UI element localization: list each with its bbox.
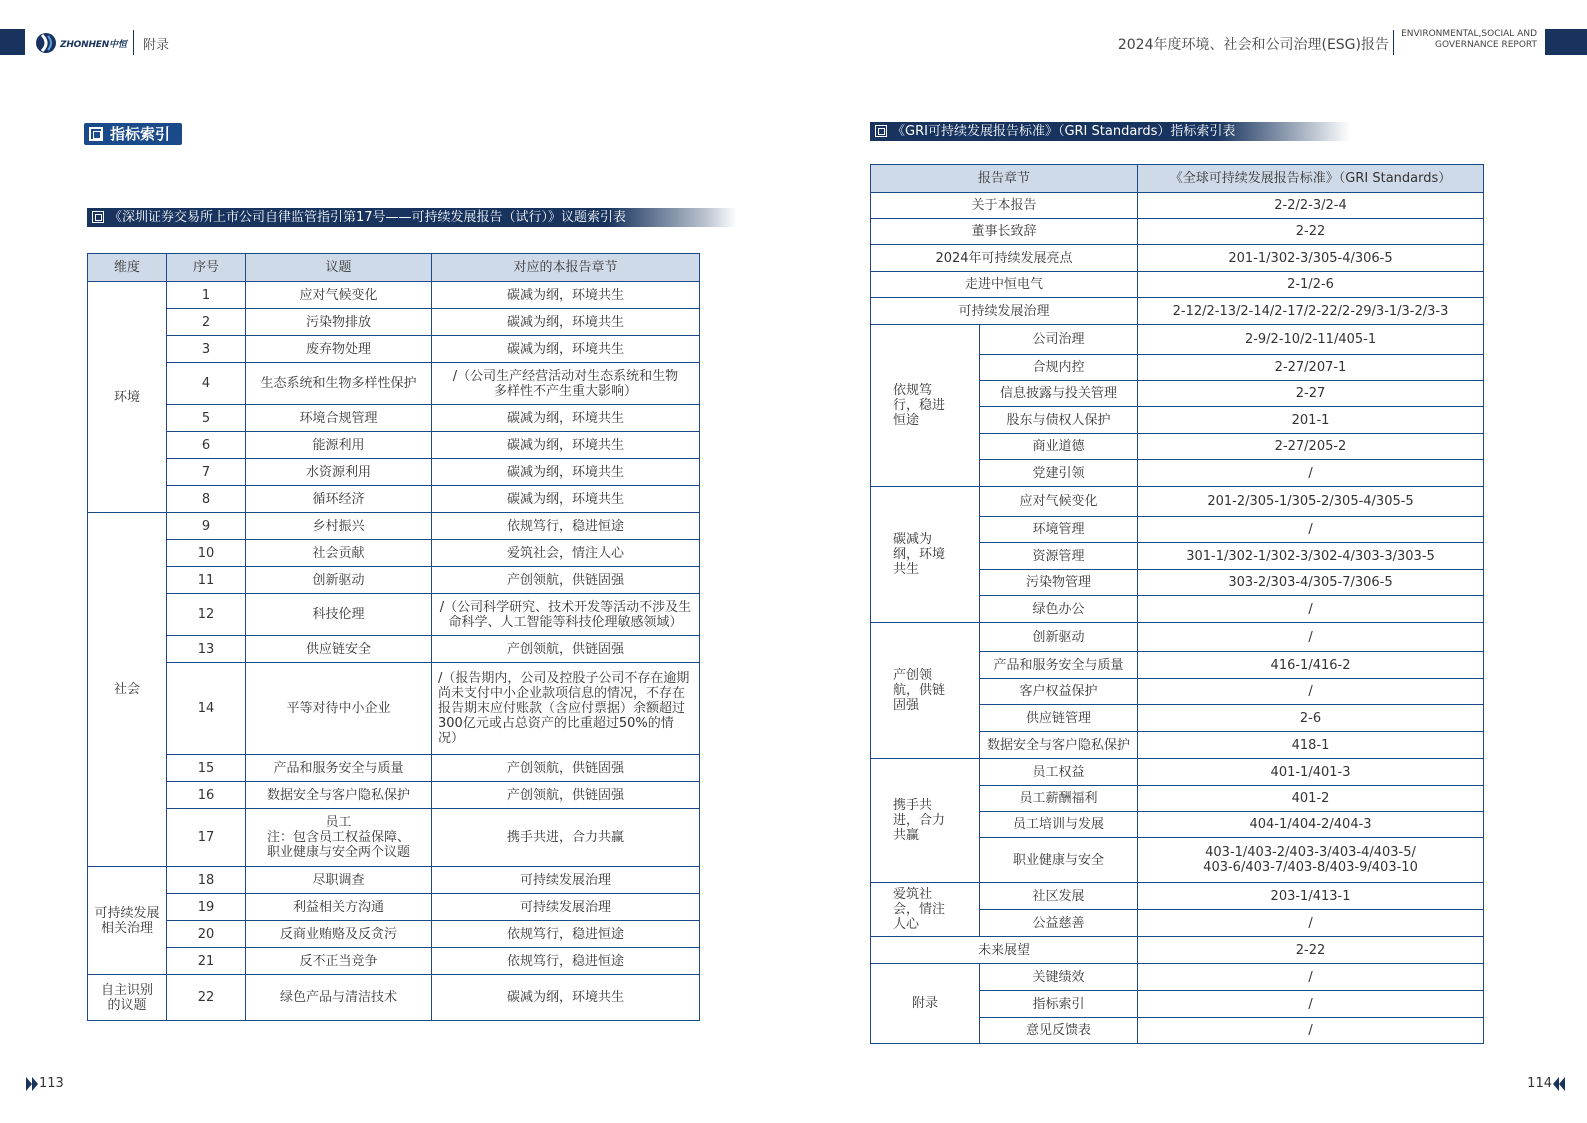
number-cell: 20	[167, 921, 246, 948]
sub-chapter-cell: 创新驱动	[980, 623, 1138, 652]
table-row	[88, 363, 700, 405]
header-left-bar	[0, 29, 25, 55]
table-row	[88, 636, 700, 663]
chapter-cell: 产创领航，供链固强	[432, 567, 700, 594]
number-cell: 21	[167, 948, 246, 975]
topic-cell: 平等对待中小企业	[246, 663, 432, 755]
table-row	[88, 948, 700, 975]
number-cell: 2	[167, 309, 246, 336]
table-row	[88, 782, 700, 809]
sub-chapter-cell: 数据安全与客户隐私保护	[980, 732, 1138, 759]
square-box-icon	[875, 125, 887, 137]
chapter-cell: 碳减为纲，环境共生	[432, 336, 700, 363]
page-number-left	[26, 1076, 64, 1091]
table-row	[88, 975, 700, 1021]
code-cell: /	[1138, 991, 1484, 1018]
number-cell: 8	[167, 486, 246, 513]
code-line: 403-1/403-2/403-3/403-4/403-5/	[1205, 845, 1416, 860]
number-cell: 5	[167, 405, 246, 432]
table-row	[88, 486, 700, 513]
code-cell: 404-1/404-2/404-3	[1138, 812, 1484, 838]
code-cell: 2-27/207-1	[1138, 355, 1484, 381]
chapter-cell: 2024年可持续发展亮点	[871, 245, 1138, 272]
code-cell: /	[1138, 910, 1484, 937]
dimension-cell: 环境	[88, 282, 167, 513]
table-row	[871, 883, 1484, 910]
header-cell: 报告章节	[871, 165, 1138, 193]
header-cell: 序号	[167, 254, 246, 282]
table-row	[871, 219, 1484, 245]
code-cell: 2-1/2-6	[1138, 272, 1484, 298]
header-section-label: 附录	[143, 38, 170, 53]
topic-cell: 污染物排放	[246, 309, 432, 336]
chapter-cell: 依规笃行，稳进恒途	[432, 921, 700, 948]
table-row	[88, 921, 700, 948]
number-cell: 12	[167, 594, 246, 636]
code-cell: 201-1/302-3/305-4/306-5	[1138, 245, 1484, 272]
topic-line: 员工	[325, 815, 352, 830]
code-cell: /	[1138, 1018, 1484, 1044]
chapter-cell: 碳减为纲，环境共生	[432, 486, 700, 513]
sub-chapter-cell: 绿色办公	[980, 596, 1138, 623]
gri-table-title: 《GRI可持续发展报告标准》（GRI Standards）指标索引表	[892, 124, 1236, 139]
table-row	[88, 540, 700, 567]
code-cell	[1138, 838, 1484, 883]
number-cell: 13	[167, 636, 246, 663]
code-cell: 201-2/305-1/305-2/305-4/305-5	[1138, 487, 1484, 517]
code-cell: 2-2/2-3/2-4	[1138, 193, 1484, 219]
code-cell: 2-22	[1138, 937, 1484, 964]
chapter-cell: 可持续发展治理	[432, 894, 700, 921]
number-cell: 14	[167, 663, 246, 755]
page-number-right-text: 114	[1527, 1076, 1552, 1091]
sub-chapter-cell: 党建引领	[980, 460, 1138, 487]
header-en-line-2: GOVERNANCE REPORT	[1435, 40, 1537, 50]
code-cell: 401-2	[1138, 786, 1484, 812]
table-row	[871, 487, 1484, 517]
sub-chapter-cell: 员工权益	[980, 759, 1138, 786]
chapter-cell: 产创领航，供链固强	[432, 636, 700, 663]
group-cell: 携手共进，合力共赢	[871, 759, 980, 883]
double-chevron-left-icon	[1552, 1077, 1565, 1091]
table-row	[88, 336, 700, 363]
header-cell: 《全球可持续发展报告标准》（GRI Standards）	[1138, 165, 1484, 193]
logo-text: ZHONHEN中恒	[60, 40, 127, 50]
sub-chapter-cell: 客户权益保护	[980, 679, 1138, 705]
topic-cell: 数据安全与客户隐私保护	[246, 782, 432, 809]
number-cell: 15	[167, 755, 246, 782]
code-cell: 2-22	[1138, 219, 1484, 245]
topic-cell: 废弃物处理	[246, 336, 432, 363]
number-cell: 22	[167, 975, 246, 1021]
topic-cell: 乡村振兴	[246, 513, 432, 540]
table-row	[88, 513, 700, 540]
group-cell: 碳减为纲，环境共生	[871, 487, 980, 623]
szse-table-title: 《深圳证券交易所上市公司自律监管指引第17号——可持续发展报告（试行）》议题索引表	[109, 210, 627, 225]
dimension-cell: 社会	[88, 513, 167, 867]
topic-cell: 循环经济	[246, 486, 432, 513]
table-row	[88, 755, 700, 782]
sub-chapter-cell: 指标索引	[980, 991, 1138, 1018]
topic-cell: 产品和服务安全与质量	[246, 755, 432, 782]
table-row	[871, 964, 1484, 991]
chapter-cell: 未来展望	[871, 937, 1138, 964]
number-cell: 6	[167, 432, 246, 459]
topic-line: 注：包含员工权益保障、	[266, 830, 410, 845]
chapter-cell: 碳减为纲，环境共生	[432, 405, 700, 432]
chapter-cell: 可持续发展治理	[871, 298, 1138, 325]
chapter-cell: 碳减为纲，环境共生	[432, 309, 700, 336]
number-cell: 17	[167, 809, 246, 867]
header-cell: 对应的本报告章节	[432, 254, 700, 282]
topic-cell: 科技伦理	[246, 594, 432, 636]
code-cell: /	[1138, 623, 1484, 652]
chapter-cell: 依规笃行，稳进恒途	[432, 513, 700, 540]
sub-chapter-cell: 供应链管理	[980, 705, 1138, 732]
header-cell: 议题	[246, 254, 432, 282]
szse-table-title-bar	[87, 208, 737, 227]
header-report-title: 2024年度环境、社会和公司治理(ESG)报告	[1117, 37, 1389, 53]
sub-chapter-cell: 员工薪酬福利	[980, 786, 1138, 812]
table-row	[88, 809, 700, 867]
table-row	[871, 245, 1484, 272]
code-cell: 2-12/2-13/2-14/2-17/2-22/2-29/3-1/3-2/3-3	[1138, 298, 1484, 325]
sub-chapter-cell: 股东与债权人保护	[980, 407, 1138, 434]
chapter-cell: /（公司生产经营活动对生态系统和生物多样性不产生重大影响）	[432, 363, 700, 405]
number-cell: 19	[167, 894, 246, 921]
sub-chapter-cell: 职业健康与安全	[980, 838, 1138, 883]
double-chevron-right-icon	[26, 1077, 39, 1091]
code-cell: 418-1	[1138, 732, 1484, 759]
code-cell: 301-1/302-1/302-3/302-4/303-3/303-5	[1138, 543, 1484, 570]
code-cell: /	[1138, 964, 1484, 991]
chapter-cell: 碳减为纲，环境共生	[432, 432, 700, 459]
sub-chapter-cell: 信息披露与投关管理	[980, 381, 1138, 407]
group-cell: 产创领航，供链固强	[871, 623, 980, 759]
number-cell: 9	[167, 513, 246, 540]
code-cell: 303-2/303-4/305-7/306-5	[1138, 570, 1484, 596]
table-row	[88, 309, 700, 336]
gri-index-table	[870, 164, 1484, 1044]
page-title	[84, 123, 182, 145]
topic-cell: 水资源利用	[246, 459, 432, 486]
chapter-cell: 爱筑社会，情注人心	[432, 540, 700, 567]
number-cell: 10	[167, 540, 246, 567]
group-cell: 依规笃行，稳进恒途	[871, 325, 980, 487]
topic-cell: 反不正当竞争	[246, 948, 432, 975]
table-row	[871, 193, 1484, 219]
header-report-title-en	[1387, 29, 1537, 51]
code-cell: 416-1/416-2	[1138, 652, 1484, 679]
chapter-cell: 碳减为纲，环境共生	[432, 975, 700, 1021]
number-cell: 18	[167, 867, 246, 894]
code-cell: /	[1138, 517, 1484, 543]
topic-line: 职业健康与安全两个议题	[266, 845, 410, 860]
chapter-cell: 走进中恒电气	[871, 272, 1138, 298]
table-row	[88, 567, 700, 594]
code-cell: /	[1138, 460, 1484, 487]
sub-chapter-cell: 公司治理	[980, 325, 1138, 355]
topic-cell: 社会贡献	[246, 540, 432, 567]
table-row	[871, 759, 1484, 786]
header-cell: 维度	[88, 254, 167, 282]
table-row	[88, 663, 700, 755]
code-cell: 2-27/205-2	[1138, 434, 1484, 460]
table-row	[88, 594, 700, 636]
topic-cell: 环境合规管理	[246, 405, 432, 432]
code-cell: 2-6	[1138, 705, 1484, 732]
topic-cell: 创新驱动	[246, 567, 432, 594]
number-cell: 16	[167, 782, 246, 809]
table-row	[88, 867, 700, 894]
page-number-left-text: 113	[39, 1076, 64, 1091]
code-line: 403-6/403-7/403-8/403-9/403-10	[1203, 860, 1418, 875]
code-cell: 203-1/413-1	[1138, 883, 1484, 910]
sub-chapter-cell: 关键绩效	[980, 964, 1138, 991]
number-cell: 3	[167, 336, 246, 363]
number-cell: 7	[167, 459, 246, 486]
table-row	[88, 432, 700, 459]
chapter-cell: 关于本报告	[871, 193, 1138, 219]
table-row	[88, 894, 700, 921]
table-row	[88, 459, 700, 486]
sub-chapter-cell: 应对气候变化	[980, 487, 1138, 517]
code-cell: 401-1/401-3	[1138, 759, 1484, 786]
table-header-row	[871, 165, 1484, 193]
header-right-bar	[1545, 29, 1587, 55]
sub-chapter-cell: 公益慈善	[980, 910, 1138, 937]
code-cell: 201-1	[1138, 407, 1484, 434]
group-cell: 爱筑社会，情注人心	[871, 883, 980, 937]
chapter-cell: 携手共进，合力共赢	[432, 809, 700, 867]
sub-chapter-cell: 产品和服务安全与质量	[980, 652, 1138, 679]
sub-chapter-cell: 资源管理	[980, 543, 1138, 570]
chapter-cell: 碳减为纲，环境共生	[432, 282, 700, 309]
code-cell: 2-27	[1138, 381, 1484, 407]
number-cell: 11	[167, 567, 246, 594]
table-row	[871, 298, 1484, 325]
sub-chapter-cell: 污染物管理	[980, 570, 1138, 596]
topic-cell: 利益相关方沟通	[246, 894, 432, 921]
chapter-cell: 产创领航，供链固强	[432, 782, 700, 809]
gri-table-title-bar	[870, 122, 1350, 141]
table-row	[871, 937, 1484, 964]
topic-cell: 生态系统和生物多样性保护	[246, 363, 432, 405]
dimension-cell: 可持续发展相关治理	[88, 867, 167, 975]
code-cell: /	[1138, 596, 1484, 623]
sub-chapter-cell: 意见反馈表	[980, 1018, 1138, 1044]
square-box-icon	[89, 127, 103, 141]
topic-cell: 反商业贿赂及反贪污	[246, 921, 432, 948]
code-cell: /	[1138, 679, 1484, 705]
square-box-icon	[92, 211, 104, 223]
sub-chapter-cell: 合规内控	[980, 355, 1138, 381]
chapter-cell: 产创领航，供链固强	[432, 755, 700, 782]
sub-chapter-cell: 员工培训与发展	[980, 812, 1138, 838]
sub-chapter-cell: 社区发展	[980, 883, 1138, 910]
table-row	[871, 623, 1484, 652]
sub-chapter-cell: 环境管理	[980, 517, 1138, 543]
topic-cell	[246, 809, 432, 867]
group-cell: 附录	[871, 964, 980, 1044]
chapter-cell: 依规笃行，稳进恒途	[432, 948, 700, 975]
topic-cell: 供应链安全	[246, 636, 432, 663]
table-row	[871, 272, 1484, 298]
page-number-right	[1527, 1076, 1565, 1091]
topic-cell: 绿色产品与清洁技术	[246, 975, 432, 1021]
topic-cell: 能源利用	[246, 432, 432, 459]
chapter-cell: /（报告期内，公司及控股子公司不存在逾期尚未支付中小企业款项信息的情况，不存在报告期末应付账款（含应付票据）余额超过300亿元或占总资产的比重超过50%的情况）	[432, 663, 700, 755]
header-en-line-1: ENVIRONMENTAL,SOCIAL AND	[1401, 29, 1537, 39]
chapter-cell: /（公司科学研究、技术开发等活动不涉及生命科学、人工智能等科技伦理敏感领域）	[432, 594, 700, 636]
topic-cell: 尽职调查	[246, 867, 432, 894]
table-row	[871, 325, 1484, 355]
chapter-cell: 可持续发展治理	[432, 867, 700, 894]
table-row	[88, 405, 700, 432]
table-header-row	[88, 254, 700, 282]
header-divider-left	[133, 30, 134, 55]
topic-cell: 应对气候变化	[246, 282, 432, 309]
szse-index-table	[87, 253, 700, 1021]
chapter-cell: 董事长致辞	[871, 219, 1138, 245]
page-title-text: 指标索引	[110, 125, 171, 143]
code-cell: 2-9/2-10/2-11/405-1	[1138, 325, 1484, 355]
sub-chapter-cell: 商业道德	[980, 434, 1138, 460]
table-row	[88, 282, 700, 309]
dimension-cell: 自主识别的议题	[88, 975, 167, 1021]
number-cell: 4	[167, 363, 246, 405]
chapter-cell: 碳减为纲，环境共生	[432, 459, 700, 486]
number-cell: 1	[167, 282, 246, 309]
